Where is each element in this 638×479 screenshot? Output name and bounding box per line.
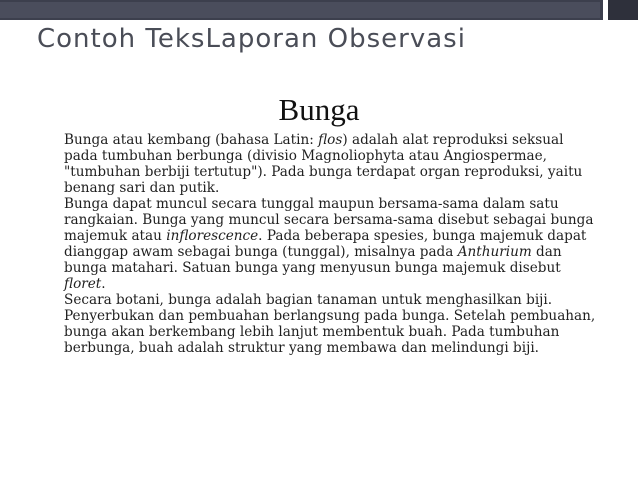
section-heading: Bunga — [278, 92, 360, 127]
para-2-seg-5: floret — [64, 276, 102, 292]
para-2-seg-3: Anthurium — [457, 244, 532, 260]
para-3-seg-0: Secara botani, bunga adalah bagian tanaman untuk menghasilkan biji. Penyerbukan dan pembuahan berlangsung pada bunga. Setelah pembuahan, bunga akan berkembang lebih lanjut membentuk buah. Pada tumbuhan berbunga, buah adalah struktur yang membawa dan melindungi biji. — [64, 292, 596, 356]
para-2-seg-6: . — [101, 276, 106, 292]
slide-title: Contoh TeksLaporan Observasi — [37, 24, 466, 54]
para-2-seg-2: . Pada beberapa spesies, bunga majemuk dapat dianggap awam sebagai bunga (tunggal), misalnya pada — [64, 228, 587, 260]
paragraph-2 — [64, 196, 600, 292]
corner-notch — [603, 0, 608, 20]
para-1-seg-2: ) adalah alat reproduksi seksual pada tumbuhan berbunga (divisio Magnoliophyta atau Angiospermae, "tumbuhan berbiji tertutup"). Pada bunga terdapat organ reproduksi, yaitu benang sari dan putik. — [64, 132, 583, 196]
top-banner-accent — [0, 2, 600, 18]
para-2-seg-0: Bunga dapat muncul secara tunggal maupun bersama-sama dalam satu rangkaian. Bunga yang muncul secara bersama-sama disebut sebagai bunga majemuk atau — [64, 196, 594, 244]
para-1-seg-0: Bunga atau kembang (bahasa Latin: — [64, 132, 319, 148]
paragraph-3 — [64, 292, 600, 356]
para-1-seg-1: flos — [318, 132, 343, 148]
body-text — [64, 132, 600, 356]
para-2-seg-4: dan bunga matahari. Satuan bunga yang menyusun bunga majemuk disebut — [64, 244, 562, 276]
para-2-seg-1: inflorescence — [166, 228, 259, 244]
paragraph-1 — [64, 132, 600, 196]
corner-block — [603, 0, 638, 20]
